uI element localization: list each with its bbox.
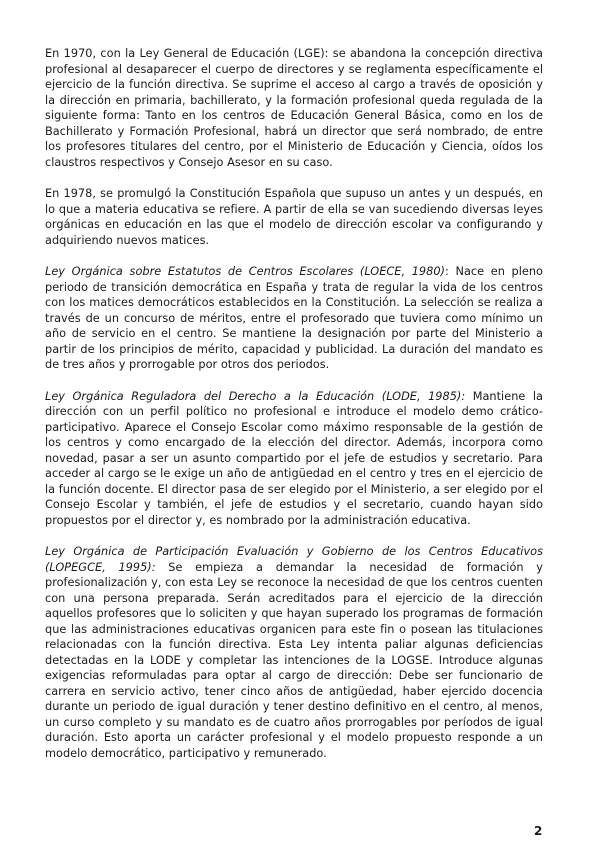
paragraph-lge: [45, 46, 543, 170]
page-number: 2: [534, 824, 543, 838]
paragraph-text: Se empieza a demandar la necesidad de formación y profesionalización y, con esta Ley se reconoce la necesidad de que los centros cuenten con una persona preparada. Serán acreditados para el ejercicio de la dirección aquellos profesores que lo soliciten y que hayan superado los programas de formación que las administraciones educativas organicen para este fin o posean las titulaciones relacionadas con la función directiva. Esta Ley intenta paliar algunas deficiencias detectadas en la LODE y completar las intenciones de la LOGSE. Introduce algunas exigencias reformuladas para optar al cargo de dirección: Debe ser funcionario de carrera en servicio activo, tener cinco años de antigüedad, haber ejercido docencia durante un periodo de igual duración y tener destino definitivo en el centro, al menos, un curso completo y su mandato es de cuatro años prorrogables por períodos de igual duración. Esto aporta un carácter profesional y el modelo propuesto responde a un modelo democrático, participativo y remunerado.: [45, 560, 543, 760]
paragraph-lode: [45, 389, 543, 529]
document-body: [45, 46, 543, 777]
law-title: Ley Orgánica de Participación Evaluación y Gobierno de los Centros Educativos (LOPEGCE, 1995):: [45, 545, 543, 574]
paragraph-text: Mantiene la dirección con un perfil político no profesional e introduce el modelo demo crático-participativo. Aparece el Consejo Escolar como máximo responsable de la gestión de los centros y como encargado de la elección del director. Además, incorpora como novedad, pasar a ser un asunto compartido por el jefe de estudios y secretario. Para acceder al cargo se le exige un año de antigüedad en el centro y tres en el ejercicio de la función docente. El director pasa de ser elegido por el Ministerio, a ser elegido por el Consejo Escolar y también, el jefe de estudios y el secretario, cuando hayan sido propuestos por el director y, es nombrado por la administración educativa.: [45, 389, 543, 527]
paragraph-text: En 1978, se promulgó la Constitución Española que supuso un antes y un después, en lo que a materia educativa se refiere. A partir de ella se van sucediendo diversas leyes orgánicas en educación en las que el modelo de dirección escolar va configurando y adquiriendo nuevos matices.: [45, 187, 543, 247]
paragraph-lopegce: [45, 544, 543, 761]
law-title: Ley Orgánica sobre Estatutos de Centros Escolares (LOECE, 1980): [45, 265, 445, 278]
paragraph-text: : Nace en pleno periodo de transición democrática en España y trata de regular la vida de los centros con los matices democráticos establecidos en la Constitución. La selección se realiza a través de un concurso de méritos, entre el profesorado que tuviera como mínimo un año de servicio en el centro. Se mantiene la designación por parte del Ministerio a partir de los principios de mérito, capacidad y publicidad. La duración del mandato es de tres años y prorrogable por otros dos periodos.: [45, 265, 543, 371]
paragraph-constitucion: [45, 186, 543, 248]
paragraph-loece: [45, 264, 543, 373]
law-title: Ley Orgánica Reguladora del Derecho a la Educación (LODE, 1985):: [45, 389, 466, 403]
paragraph-text: En 1970, con la Ley General de Educación (LGE): se abandona la concepción directiva profesional al desaparecer el cuerpo de directores y se reglamenta específicamente el ejercicio de la función directiva. Se suprime el acceso al cargo a través de oposición y la dirección en primaria, bachillerato, y la formación profesional queda regulada de la siguiente forma: Tanto en los centros de Educación General Básica, como en los de Bachillerato y Formación Profesional, habrá un director que será nombrado, de entre los profesores titulares del centro, por el Ministerio de Educación y Ciencia, oídos los claustros respectivos y Consejo Asesor en su caso.: [45, 47, 543, 169]
